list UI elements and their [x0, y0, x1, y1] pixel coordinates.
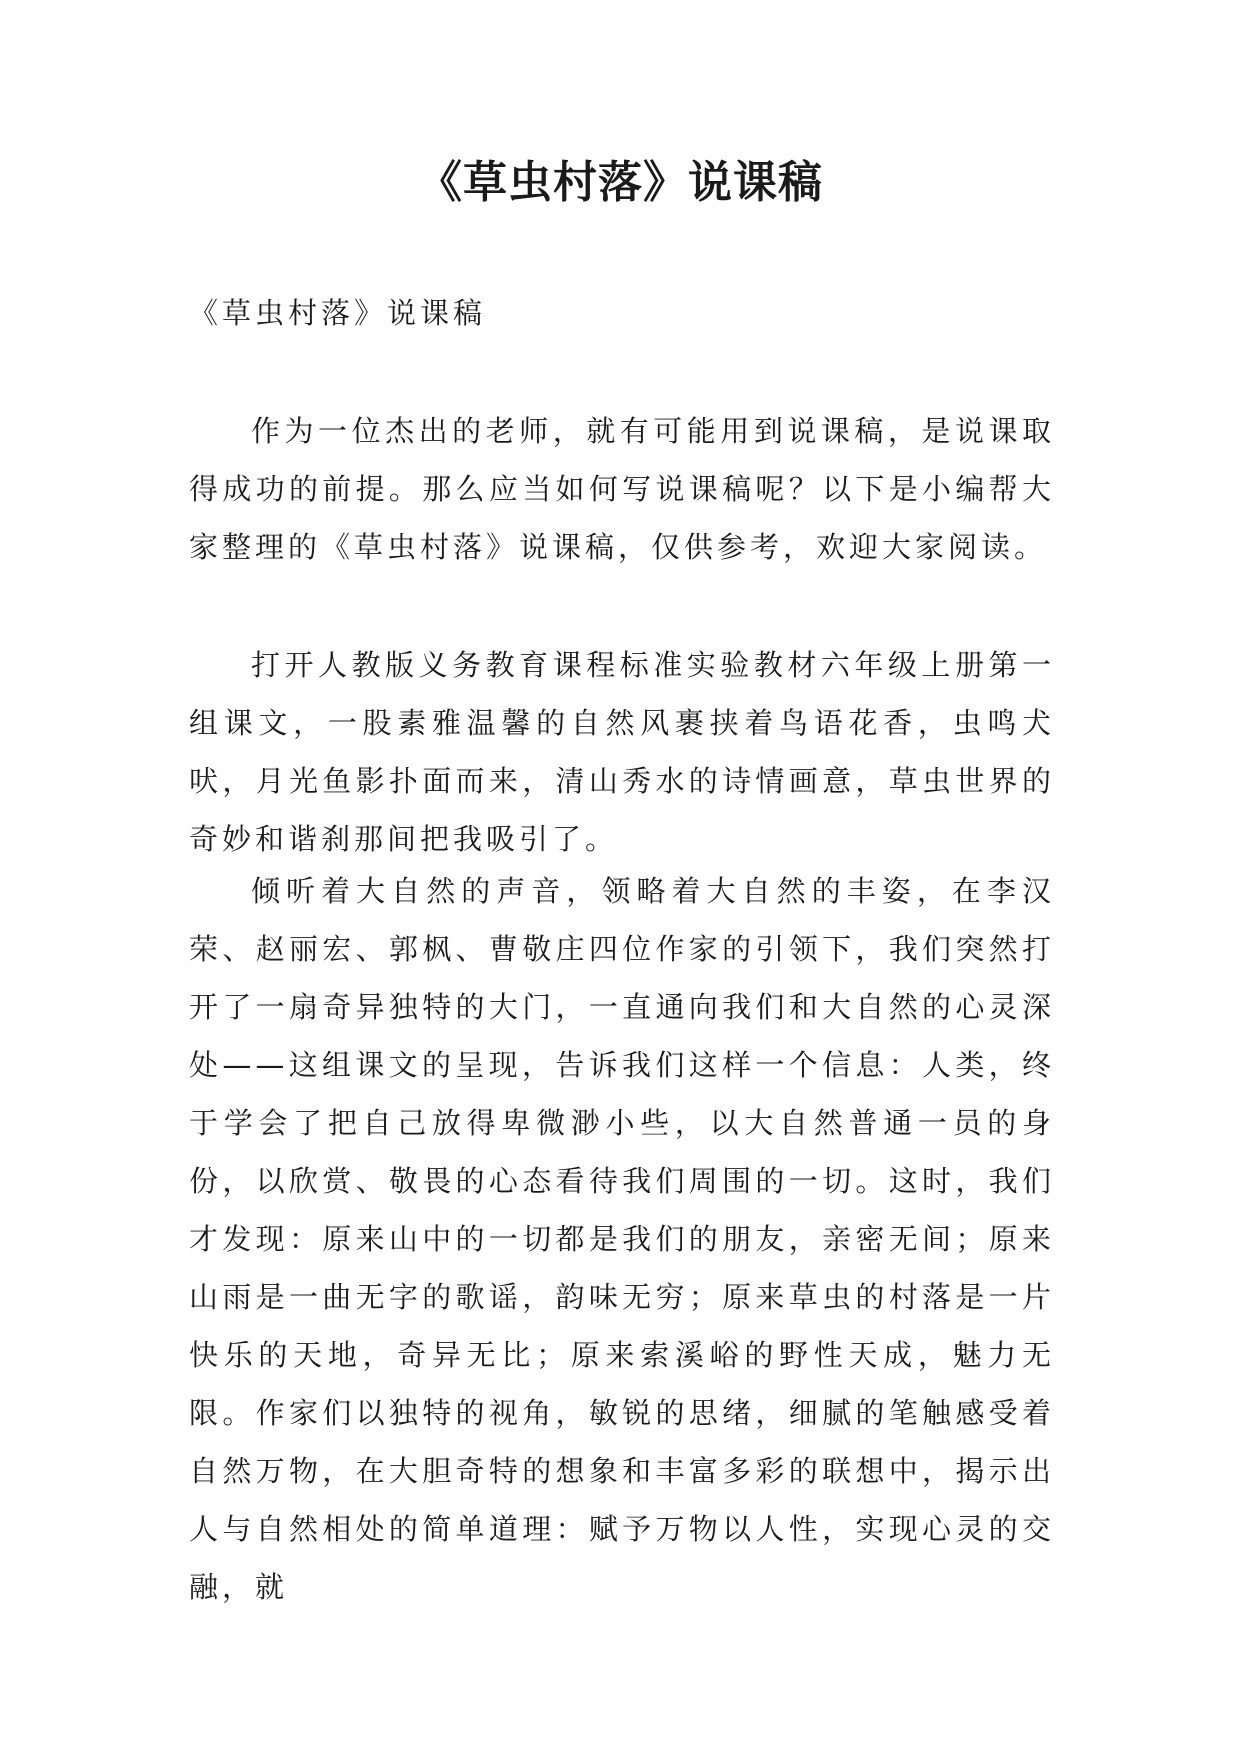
- body-paragraph-2: 倾听着大自然的声音，领略着大自然的丰姿，在李汉荣、赵丽宏、郭枫、曹敬庄四位作家的引领下，我们突然打开了一扇奇异独特的大门，一直通向我们和大自然的心灵深处——这组课文的呈现，告诉我们这样一个信息：人类，终于学会了把自己放得卑微渺小些，以大自然普通一员的身份，以欣赏、敬畏的心态看待我们周围的一切。这时，我们才发现：原来山中的一切都是我们的朋友，亲密无间；原来山雨是一曲无字的歌谣，韵味无穷；原来草虫的村落是一片快乐的天地，奇异无比；原来索溪峪的野性天成，魅力无限。作家们以独特的视角，敏锐的思绪，细腻的笔触感受着自然万物，在大胆奇特的想象和丰富多彩的联想中，揭示出人与自然相处的简单道理：赋予万物以人性，实现心灵的交融，就: [189, 874, 1055, 1604]
- document-subtitle: 《草虫村落》说课稿: [189, 296, 487, 330]
- intro-paragraph: 作为一位杰出的老师，就有可能用到说课稿，是说课取得成功的前提。那么应当如何写说课稿呢？以下是小编帮大家整理的《草虫村落》说课稿，仅供参考，欢迎大家阅读。: [189, 414, 1055, 564]
- body-paragraph-1: 打开人教版义务教育课程标准实验教材六年级上册第一组课文，一股素雅温馨的自然风裹挟着鸟语花香，虫鸣犬吠，月光鱼影扑面而来，清山秀水的诗情画意，草虫世界的奇妙和谐刹那间把我吸引了。: [189, 648, 1055, 856]
- document-title: 《草虫村落》说课稿: [418, 157, 823, 208]
